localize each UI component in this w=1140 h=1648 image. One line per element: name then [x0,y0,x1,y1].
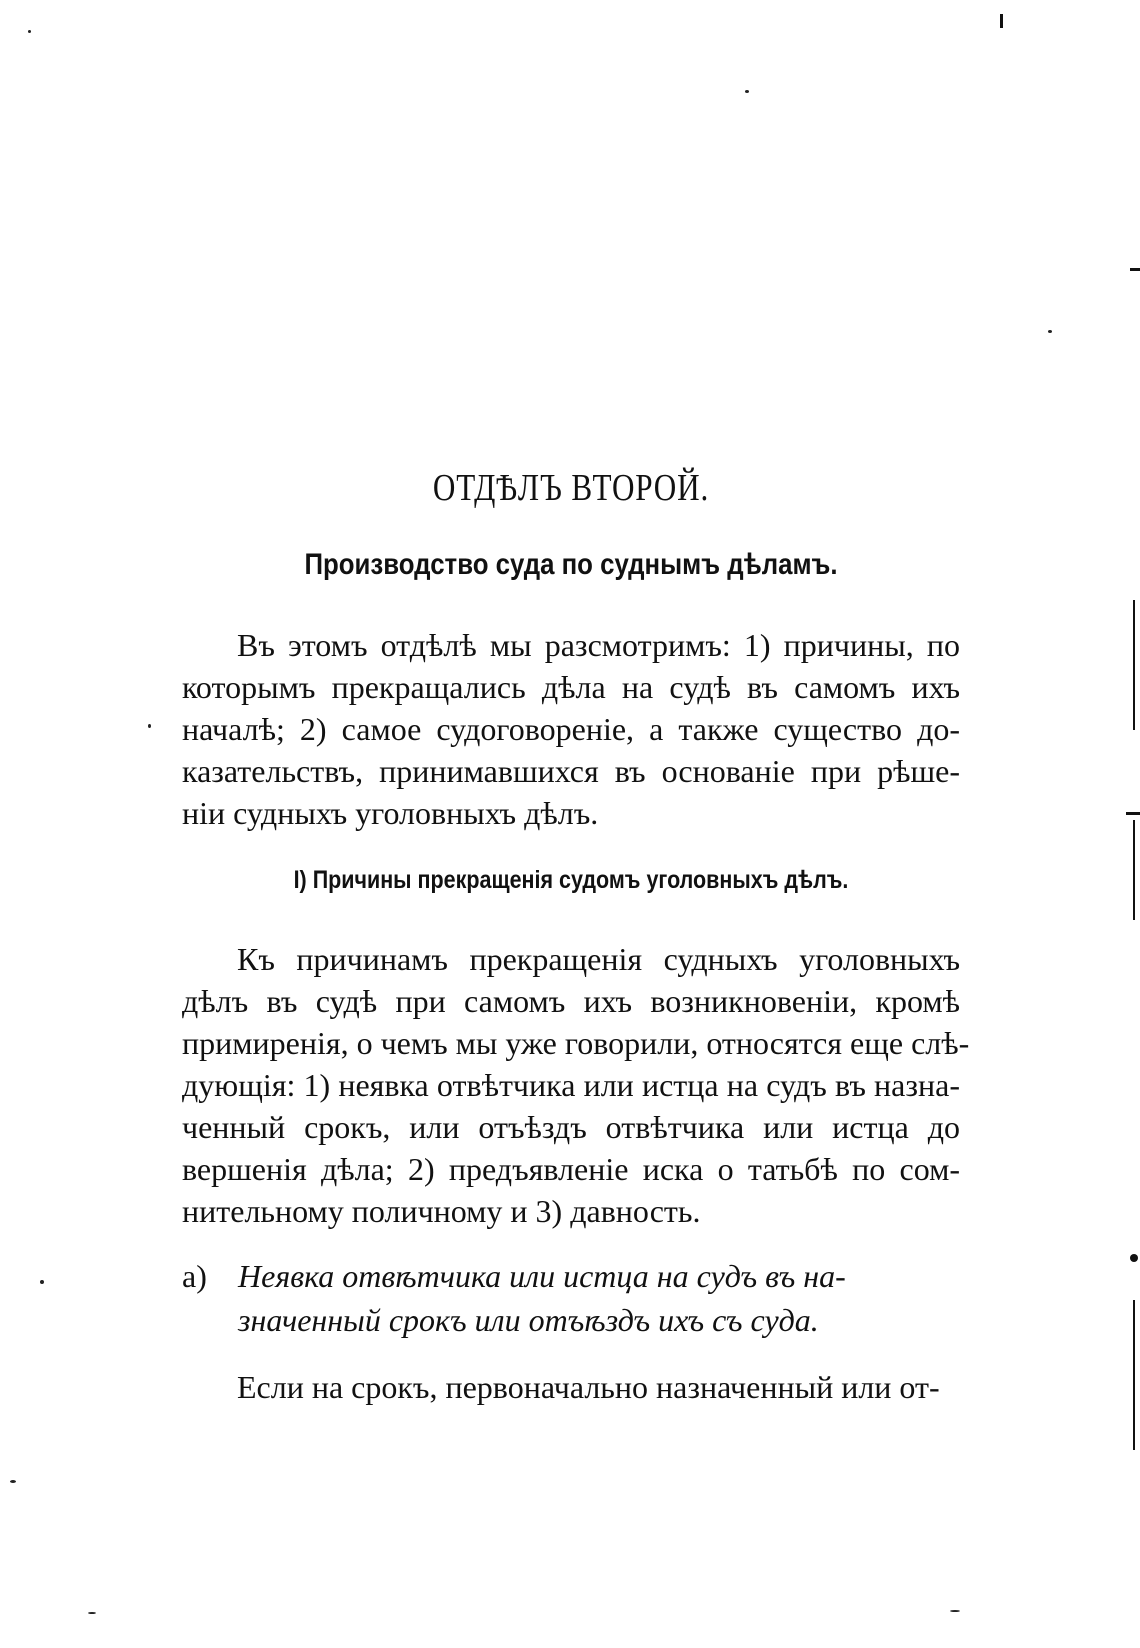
paragraph-line: Въ этомъ отдѣлѣ мы разсмотримъ: 1) причины, по [237,627,960,663]
paragraph-line: дѣлъ въ судѣ при самомъ ихъ возникновеніи, кромѣ [182,983,960,1019]
paragraph-line: которымъ прекращались дѣла на судѣ въ самомъ ихъ [182,669,960,705]
scan-edge-mark [1000,14,1003,28]
scan-edge-mark [1133,1300,1135,1450]
subsection-heading [182,1254,960,1342]
paragraph-line: Если на срокъ, первоначально назначенный или от- [237,1369,940,1405]
paragraph-line: вершенія дѣла; 2) предъявленіе иска о татьбѣ по сом- [182,1151,960,1187]
paragraph-line: нительному поличному и 3) давность. [182,1193,701,1229]
subsection-line: значенный срокъ или отъѣздъ ихъ съ суда. [238,1302,819,1338]
scan-speck [148,724,151,728]
paragraph-line: дующія: 1) неявка отвѣтчика или истца на судъ въ назна- [182,1067,960,1103]
scan-edge-mark [1130,268,1140,271]
scan-speck [10,1480,16,1483]
chapter-title: ОТДѢЛЪ ВТОРОЙ. [432,467,710,509]
scan-speck [40,1280,44,1284]
section-heading: I) Причины прекращенія судомъ уголовныхъ дѣлъ. [293,866,849,894]
scan-speck [745,90,749,93]
subsection-label: а) [182,1258,207,1294]
paragraph-line: ченный срокъ, или отъѣздъ отвѣтчика или истца до [182,1109,960,1145]
scan-speck [88,1612,96,1614]
paragraph-line: примиренія, о чемъ мы уже говорили, относятся еще слѣ- [182,1025,970,1061]
subsection-line: Неявка отвѣтчика или истца на судъ въ на- [238,1258,846,1294]
paragraph-line: казательствъ, принимавшихся въ основаніе при рѣше- [182,753,960,789]
scan-speck [950,1610,960,1612]
scan-edge-mark [1133,600,1135,730]
scan-edge-mark [1130,1254,1138,1262]
scan-speck [28,30,31,33]
paragraph-intro [182,624,960,834]
paragraph-line: началѣ; 2) самое судоговореніе, а также существо до- [182,711,960,747]
scan-edge-mark [1126,812,1140,815]
paragraph-line: Къ причинамъ прекращенія судныхъ уголовныхъ [237,941,960,977]
chapter-subtitle: Производство суда по суднымъ дѣламъ. [304,548,838,581]
paragraph-continued [182,1366,960,1408]
scan-speck [1048,330,1052,333]
paragraph-line: ніи судныхъ уголовныхъ дѣлъ. [182,795,599,831]
scan-edge-mark [1133,820,1135,920]
paragraph-causes [182,938,970,1232]
